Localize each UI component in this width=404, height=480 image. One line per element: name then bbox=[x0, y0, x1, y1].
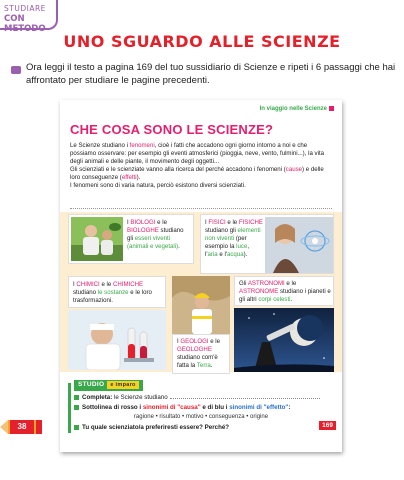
keyword: CHIMICI bbox=[76, 281, 100, 288]
keyword: cause bbox=[285, 166, 303, 173]
text-run: studiano i pianeti e gli altri bbox=[239, 288, 331, 303]
keyword: luce bbox=[236, 243, 248, 250]
keyword: ASTRONOME bbox=[239, 288, 279, 295]
study-badge: e imparo bbox=[107, 381, 138, 389]
intro-paragraph-2 bbox=[70, 166, 332, 182]
text-run: ). bbox=[243, 251, 248, 258]
keyword: le sostanze bbox=[97, 289, 129, 296]
biologist-photo bbox=[71, 217, 123, 261]
square-icon bbox=[74, 405, 79, 410]
tab-line-2: CON METODO bbox=[4, 14, 46, 34]
textbook-page bbox=[60, 100, 342, 452]
intro-paragraph-1 bbox=[70, 142, 332, 166]
text-run: Tu quale scienziato/a preferiresti essere? Perché? bbox=[82, 424, 230, 431]
text-run: . bbox=[290, 296, 293, 303]
card-astronomi-text bbox=[239, 280, 333, 304]
text-run: Le Scienze studiano i bbox=[70, 142, 130, 149]
intro-paragraph-3: I fenomeni sono di varia natura, perciò esistono diversi scienziati. bbox=[70, 182, 246, 189]
page-title: CHE COSA SONO LE SCIENZE? bbox=[70, 122, 274, 137]
square-icon bbox=[74, 395, 79, 400]
text-run: studiano gli bbox=[127, 227, 184, 242]
text-run: e di blu i bbox=[200, 404, 230, 411]
text-run: e le bbox=[225, 219, 239, 226]
text-run: e le loro trasformazioni. bbox=[73, 289, 152, 304]
page-number: 169 bbox=[319, 421, 336, 430]
keyword: aria bbox=[207, 251, 218, 258]
square-icon bbox=[74, 425, 79, 430]
intro-text bbox=[70, 142, 332, 190]
card-biologi bbox=[68, 214, 194, 264]
keyword: elementi non viventi bbox=[205, 227, 261, 242]
text-run: I bbox=[127, 219, 131, 226]
header-tab bbox=[0, 0, 58, 34]
text-run: . bbox=[178, 243, 180, 250]
instruction-bullet-icon bbox=[11, 66, 21, 74]
tab-line-1: STUDIARE bbox=[4, 4, 46, 13]
main-title: UNO SGUARDO ALLE SCIENZE bbox=[63, 32, 341, 51]
card-fisici-text bbox=[205, 219, 263, 259]
keyword: fenomeni bbox=[129, 142, 155, 149]
study-label-text: STUDIO bbox=[78, 381, 105, 388]
keyword: sinonimi di "effetto" bbox=[229, 404, 289, 411]
text-run: : bbox=[288, 404, 291, 411]
text-run: I bbox=[205, 219, 209, 226]
geologist-photo bbox=[172, 276, 230, 334]
page-top-label bbox=[260, 106, 334, 112]
keyword: corpi celesti bbox=[258, 296, 291, 303]
square-icon bbox=[329, 106, 334, 111]
card-chimici-text bbox=[73, 281, 163, 305]
keyword: FISICHE bbox=[238, 219, 263, 226]
keyword: ASTRONOMI bbox=[247, 280, 285, 287]
study-bold: Completa: bbox=[82, 394, 113, 401]
keyword: GEOLOGHE bbox=[177, 346, 212, 353]
keyword: BIOLOGHE bbox=[127, 227, 159, 234]
text-run: studiano com'è fatta la bbox=[177, 354, 218, 369]
text-run: . bbox=[210, 362, 213, 369]
text-run: studiano bbox=[73, 289, 98, 296]
book-page-number: 38 bbox=[10, 420, 34, 434]
text-run: (per esempio la bbox=[205, 235, 247, 250]
text-run: I bbox=[73, 281, 77, 288]
study-accent-bar bbox=[68, 383, 71, 433]
text-run: ). bbox=[136, 174, 141, 181]
text-run: e le bbox=[99, 281, 113, 288]
synonym-words: ragione • risultato • motivo • conseguenza • origine bbox=[133, 414, 269, 420]
text-run: e le bbox=[284, 280, 297, 287]
keyword: FISICI bbox=[208, 219, 226, 226]
astronomer-photo bbox=[234, 308, 334, 372]
text-run: ) e delle loro conseguenze ( bbox=[70, 166, 324, 181]
keyword: CHIMICHE bbox=[112, 281, 144, 288]
keyword: esseri viventi (animali e vegetali) bbox=[127, 235, 179, 250]
keyword: sinonimi di "causa" bbox=[142, 404, 201, 411]
text-run: le Scienze studiano bbox=[112, 394, 168, 401]
card-astronomi bbox=[234, 276, 334, 306]
keyword: Terra bbox=[196, 362, 211, 369]
text-run: e le bbox=[208, 338, 221, 345]
answer-line[interactable] bbox=[170, 398, 320, 399]
card-fisici bbox=[200, 214, 334, 274]
keyword: acqua bbox=[227, 251, 244, 258]
keyword: BIOLOGI bbox=[130, 219, 156, 226]
text-run: I bbox=[177, 338, 181, 345]
keyword: GEOLOGI bbox=[180, 338, 209, 345]
card-chimici bbox=[68, 276, 166, 308]
text-run: , l' bbox=[205, 243, 250, 258]
text-run: e le bbox=[155, 219, 167, 226]
card-geologi bbox=[172, 334, 230, 374]
chemist-photo bbox=[68, 310, 166, 370]
text-run: Sottolinea di rosso i bbox=[82, 404, 143, 411]
text-run: e l' bbox=[217, 251, 227, 258]
instruction-text: Ora leggi il testo a pagina 169 del tuo sussidiario di Scienze e ripeti i 6 passaggi che hai affrontato per studiare le pagine precedenti. bbox=[26, 62, 396, 86]
study-label bbox=[74, 380, 143, 391]
card-biologi-text bbox=[127, 219, 191, 251]
study-line-2 bbox=[74, 404, 336, 412]
keyword: effetti bbox=[121, 174, 137, 181]
text-run: Gli bbox=[239, 280, 248, 287]
card-geologi-text bbox=[177, 338, 229, 370]
divider bbox=[70, 208, 332, 209]
text-run: , cioè i fatti che accadono ogni giorno intorno a noi e che possiamo osservare: per esempio gli eventi atmosferici (pioggia, neve, vento, fulmini...), la vita degli animali e delle piante, il movimento degli oggetti... bbox=[70, 142, 325, 165]
text-run: Gli scienziati e le scienziate vanno alla ricerca del perché accadono i fenomeni ( bbox=[70, 166, 286, 173]
text-run: studiano gli bbox=[205, 227, 238, 234]
page-top-label-text: In viaggio nelle Scienze bbox=[259, 106, 327, 113]
study-line-4 bbox=[74, 424, 336, 432]
physicist-photo bbox=[265, 217, 333, 273]
study-line-1 bbox=[74, 394, 336, 402]
